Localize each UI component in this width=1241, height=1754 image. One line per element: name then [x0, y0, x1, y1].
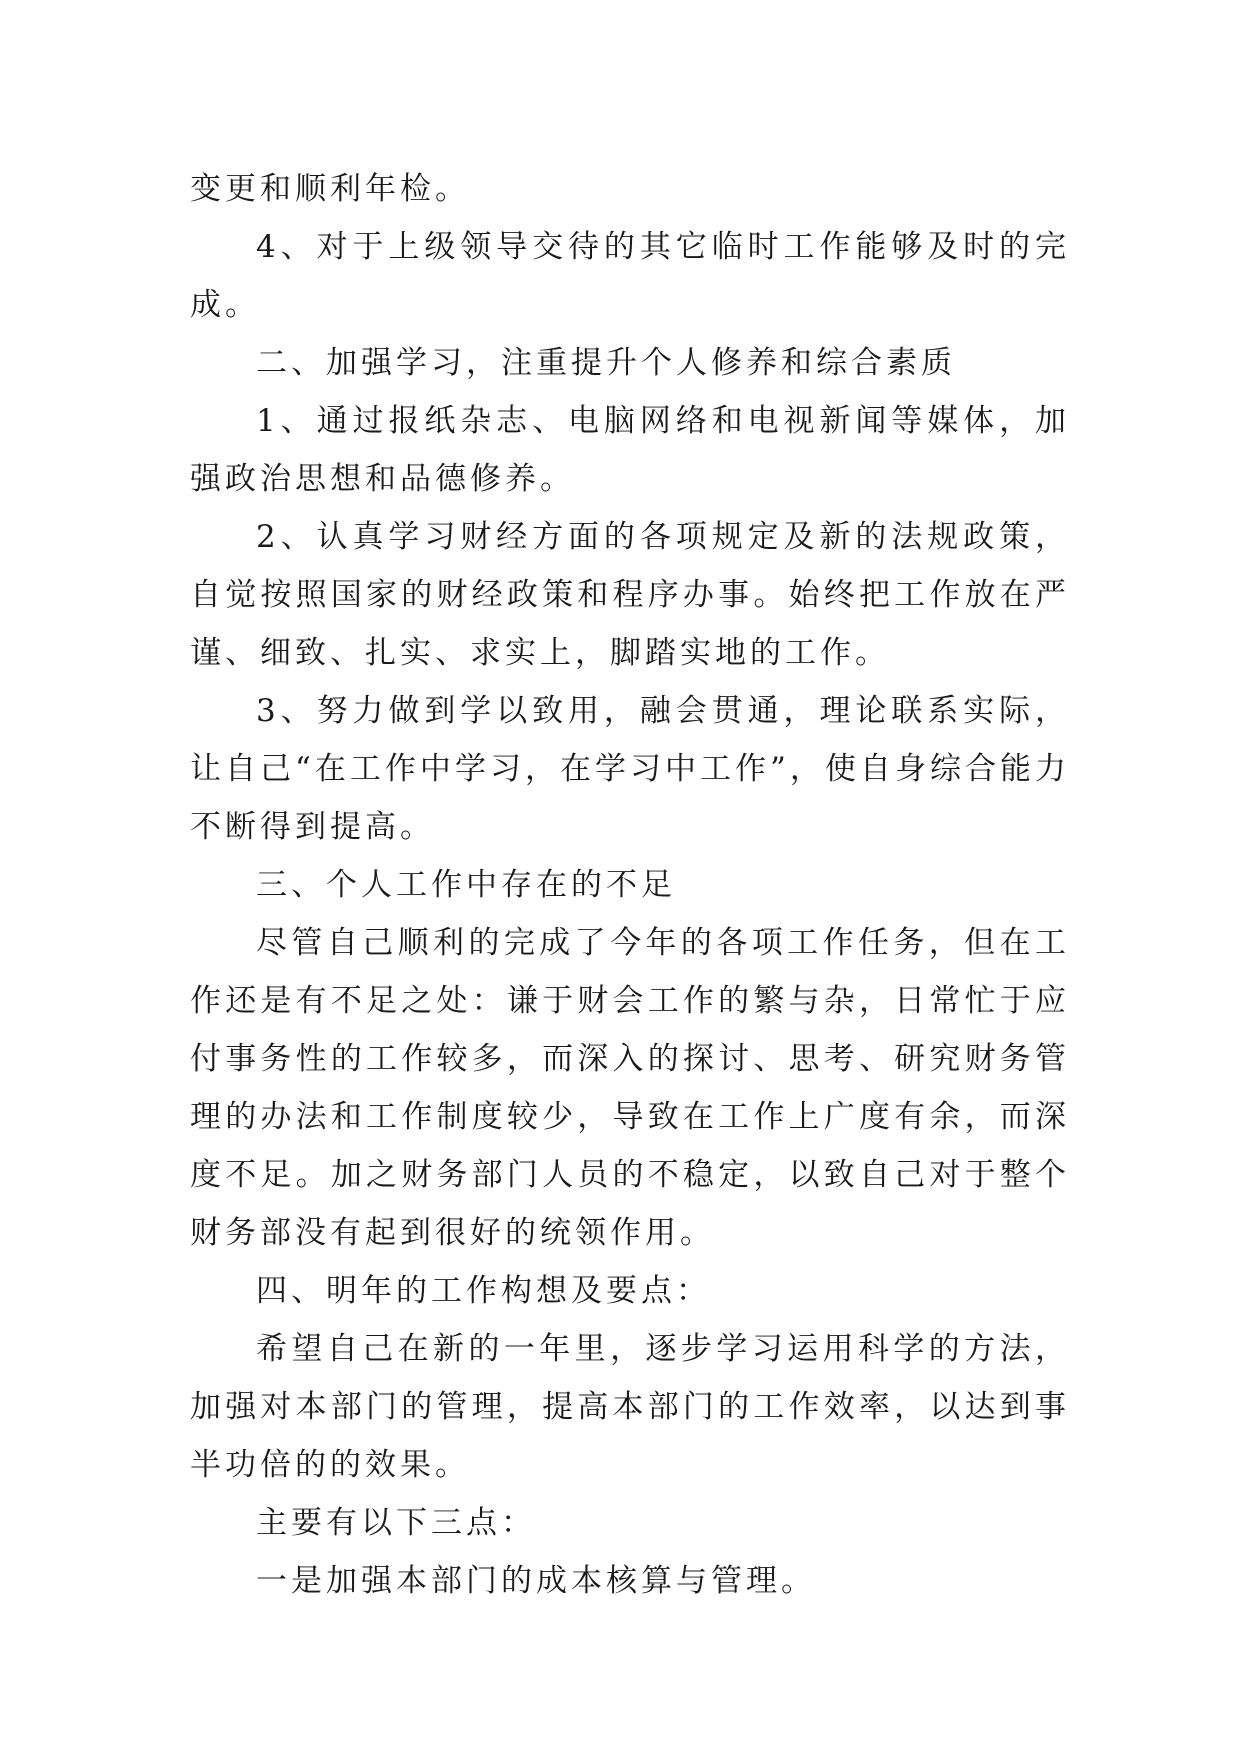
paragraph-shortcomings: 尽管自己顺利的完成了今年的各项工作任务，但在工作还是有不足之处：谦于财会工作的繁与杂，日常忙于应付事务性的工作较多，而深入的探讨、思考、研究财务管理的办法和工作制度较少，导致在工作上广度有余，而深度不足。加之财务部门人员的不稳定，以致自己对于整个财务部没有起到很好的统领作用。	[190, 925, 1070, 1251]
paragraph-item-2: 2、认真学习财经方面的各项规定及新的法规政策，自觉按照国家的财经政策和程序办事。始终把工作放在严谨、细致、扎实、求实上，脚踏实地的工作。	[190, 519, 1070, 671]
document-body	[190, 160, 1070, 1610]
section-heading-2: 二、加强学习，注重提升个人修养和综合素质	[256, 345, 956, 381]
paragraph-main-points: 主要有以下三点：	[256, 1505, 536, 1541]
paragraph-plan: 希望自己在新的一年里，逐步学习运用科学的方法，加强对本部门的管理，提高本部门的工作效率，以达到事半功倍的的效果。	[190, 1331, 1070, 1483]
paragraph-item-4: 4、对于上级领导交待的其它临时工作能够及时的完成。	[190, 229, 1070, 323]
section-heading-4: 四、明年的工作构想及要点：	[256, 1273, 711, 1309]
paragraph-point-one: 一是加强本部门的成本核算与管理。	[256, 1563, 816, 1599]
paragraph-item-1: 1、通过报纸杂志、电脑网络和电视新闻等媒体，加强政治思想和品德修养。	[190, 403, 1070, 497]
section-heading-3: 三、个人工作中存在的不足	[256, 867, 676, 903]
paragraph-continuation: 变更和顺利年检。	[190, 171, 470, 207]
paragraph-item-3: 3、努力做到学以致用，融会贯通，理论联系实际，让自己“在工作中学习，在学习中工作”，使自身综合能力不断得到提高。	[190, 693, 1070, 845]
